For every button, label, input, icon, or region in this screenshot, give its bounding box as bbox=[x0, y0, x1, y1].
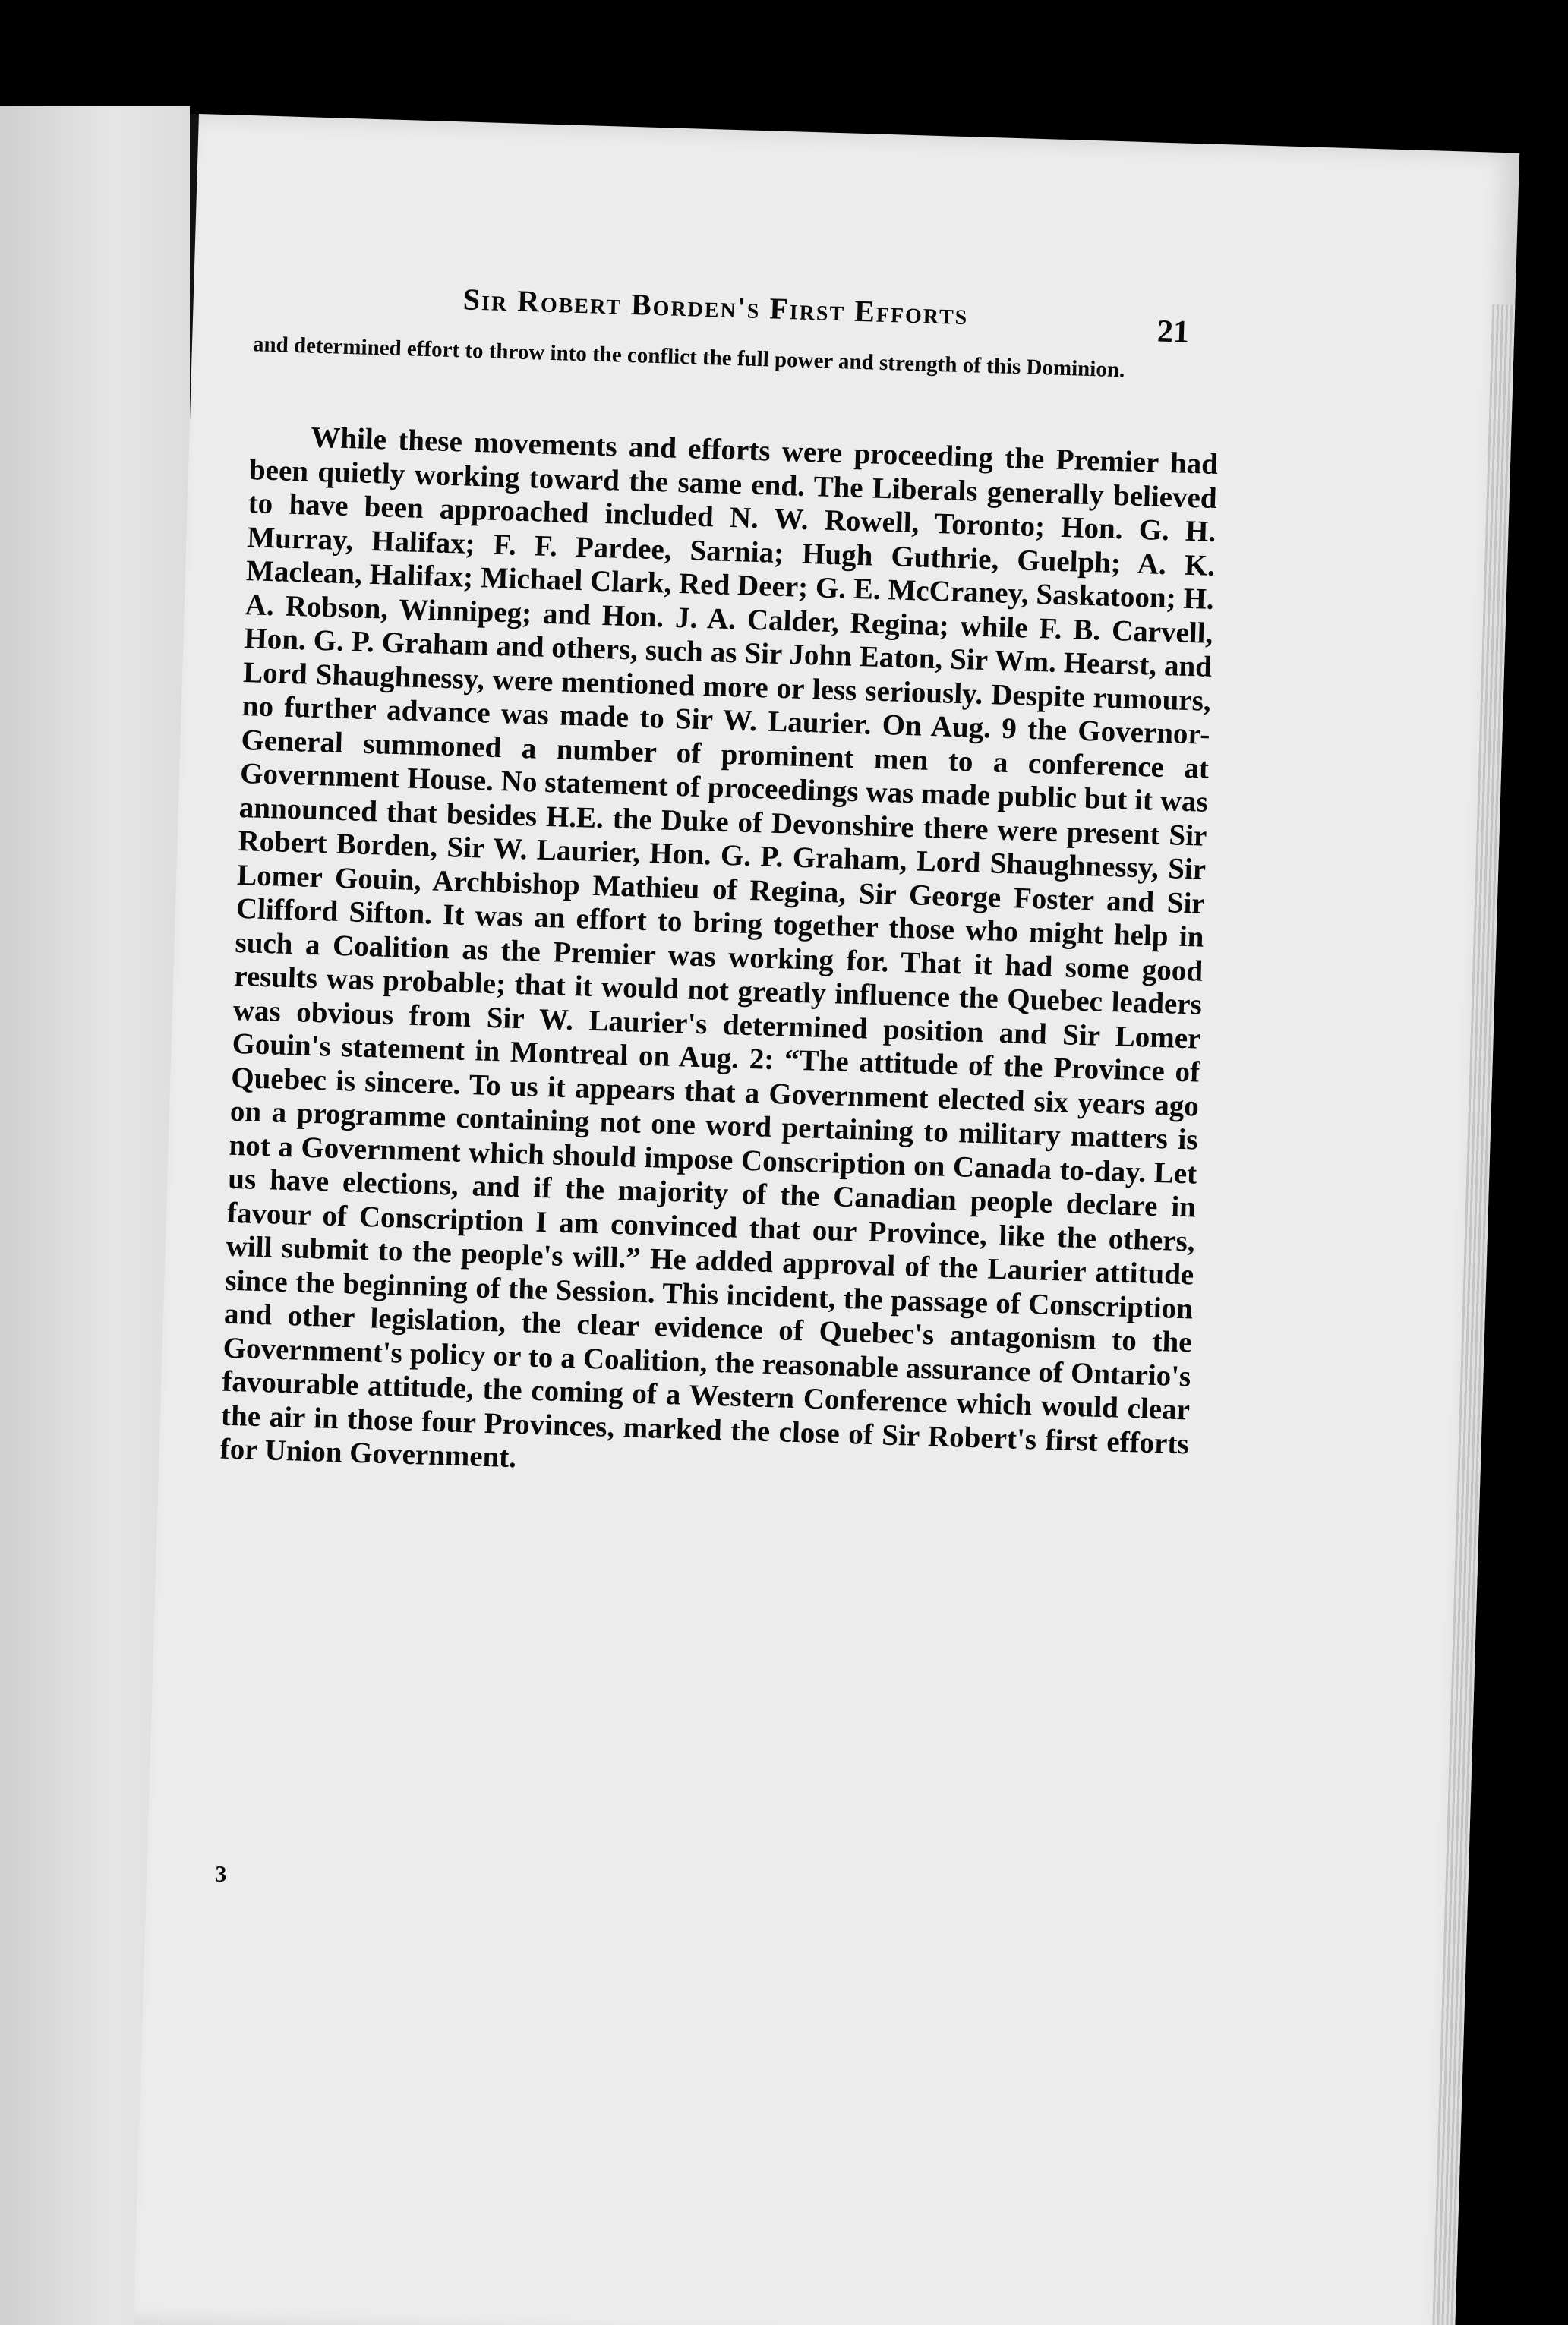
running-head: Sir Robert Borden's First Efforts bbox=[462, 282, 970, 332]
continued-paragraph: and determined effort to throw into the conflict the full power and strength of this Dominion. bbox=[252, 332, 1125, 383]
book-page bbox=[134, 114, 1520, 2325]
page-edge-shadow bbox=[1431, 304, 1515, 2325]
page-number: 21 bbox=[1156, 314, 1190, 350]
main-paragraph: While these movements and efforts were proceeding the Premier had been quietly working toward the same end. The Liberals generally believed to have been approached included N. W. Rowell, Toronto; Hon. G. H. Murray, Halifax; F. F. Pardee, Sarnia; Hugh Guthrie, Guelph; A. K. Maclean, Halifax; Michael Clark, Red Deer; G. E. McCraney, Saskatoon; H. A. Robson, Winnipeg; and Hon. J. A. Calder, Regina; while F. B. Carvell, Hon. G. P. Graham and others, such as Sir John Eaton, Sir Wm. Hearst, and Lord Shaughnessy, were mentioned more or less seriously. Despite rumours, no further advance was made to Sir W. Laurier. On Aug. 9 the Governor-General summoned a number of prominent men to a conference at Government House. No statement of proceedings was made public but it was announced that besides H.E. the Duke of Devonshire there were present Sir Robert Borden, Sir W. Laurier, Hon. G. P. Graham, Lord Shaughnessy, Sir Lomer Gouin, Archbishop Mathieu of Regina, Sir George Foster and Sir Clifford Sifton. It was an effort to bring together those who might help in such a Coalition as the Premier was working for. That it had some good results was probable; that it would not greatly influence the Quebec leaders was obvious from Sir W. Laurier's determined position and Sir Lomer Gouin's statement in Montreal on Aug. 2: “The attitude of the Province of Quebec is sincere. To us it appears that a Government elected six years ago on a programme containing not one word pertaining to military matters is not a Government which should impose Conscription on Canada to-day. Let us have elections, and if the majority of the Canadian people declare in favour of Conscription I am convinced that our Province, like the others, will submit to the people's will.” He added approval of the Laurier attitude since the beginning of the Session. This incident, the passage of Conscription and other legislation, the clear evidence of Quebec's antagonism to the Government's policy or to a Coalition, the reasonable assurance of Ontario's favourable attitude, the coming of a Western Conference which would clear the air in those four Provinces, marked the close of Sir Robert's first efforts for Union Government. bbox=[219, 421, 1219, 1475]
signature-mark: 3 bbox=[214, 1861, 227, 1888]
